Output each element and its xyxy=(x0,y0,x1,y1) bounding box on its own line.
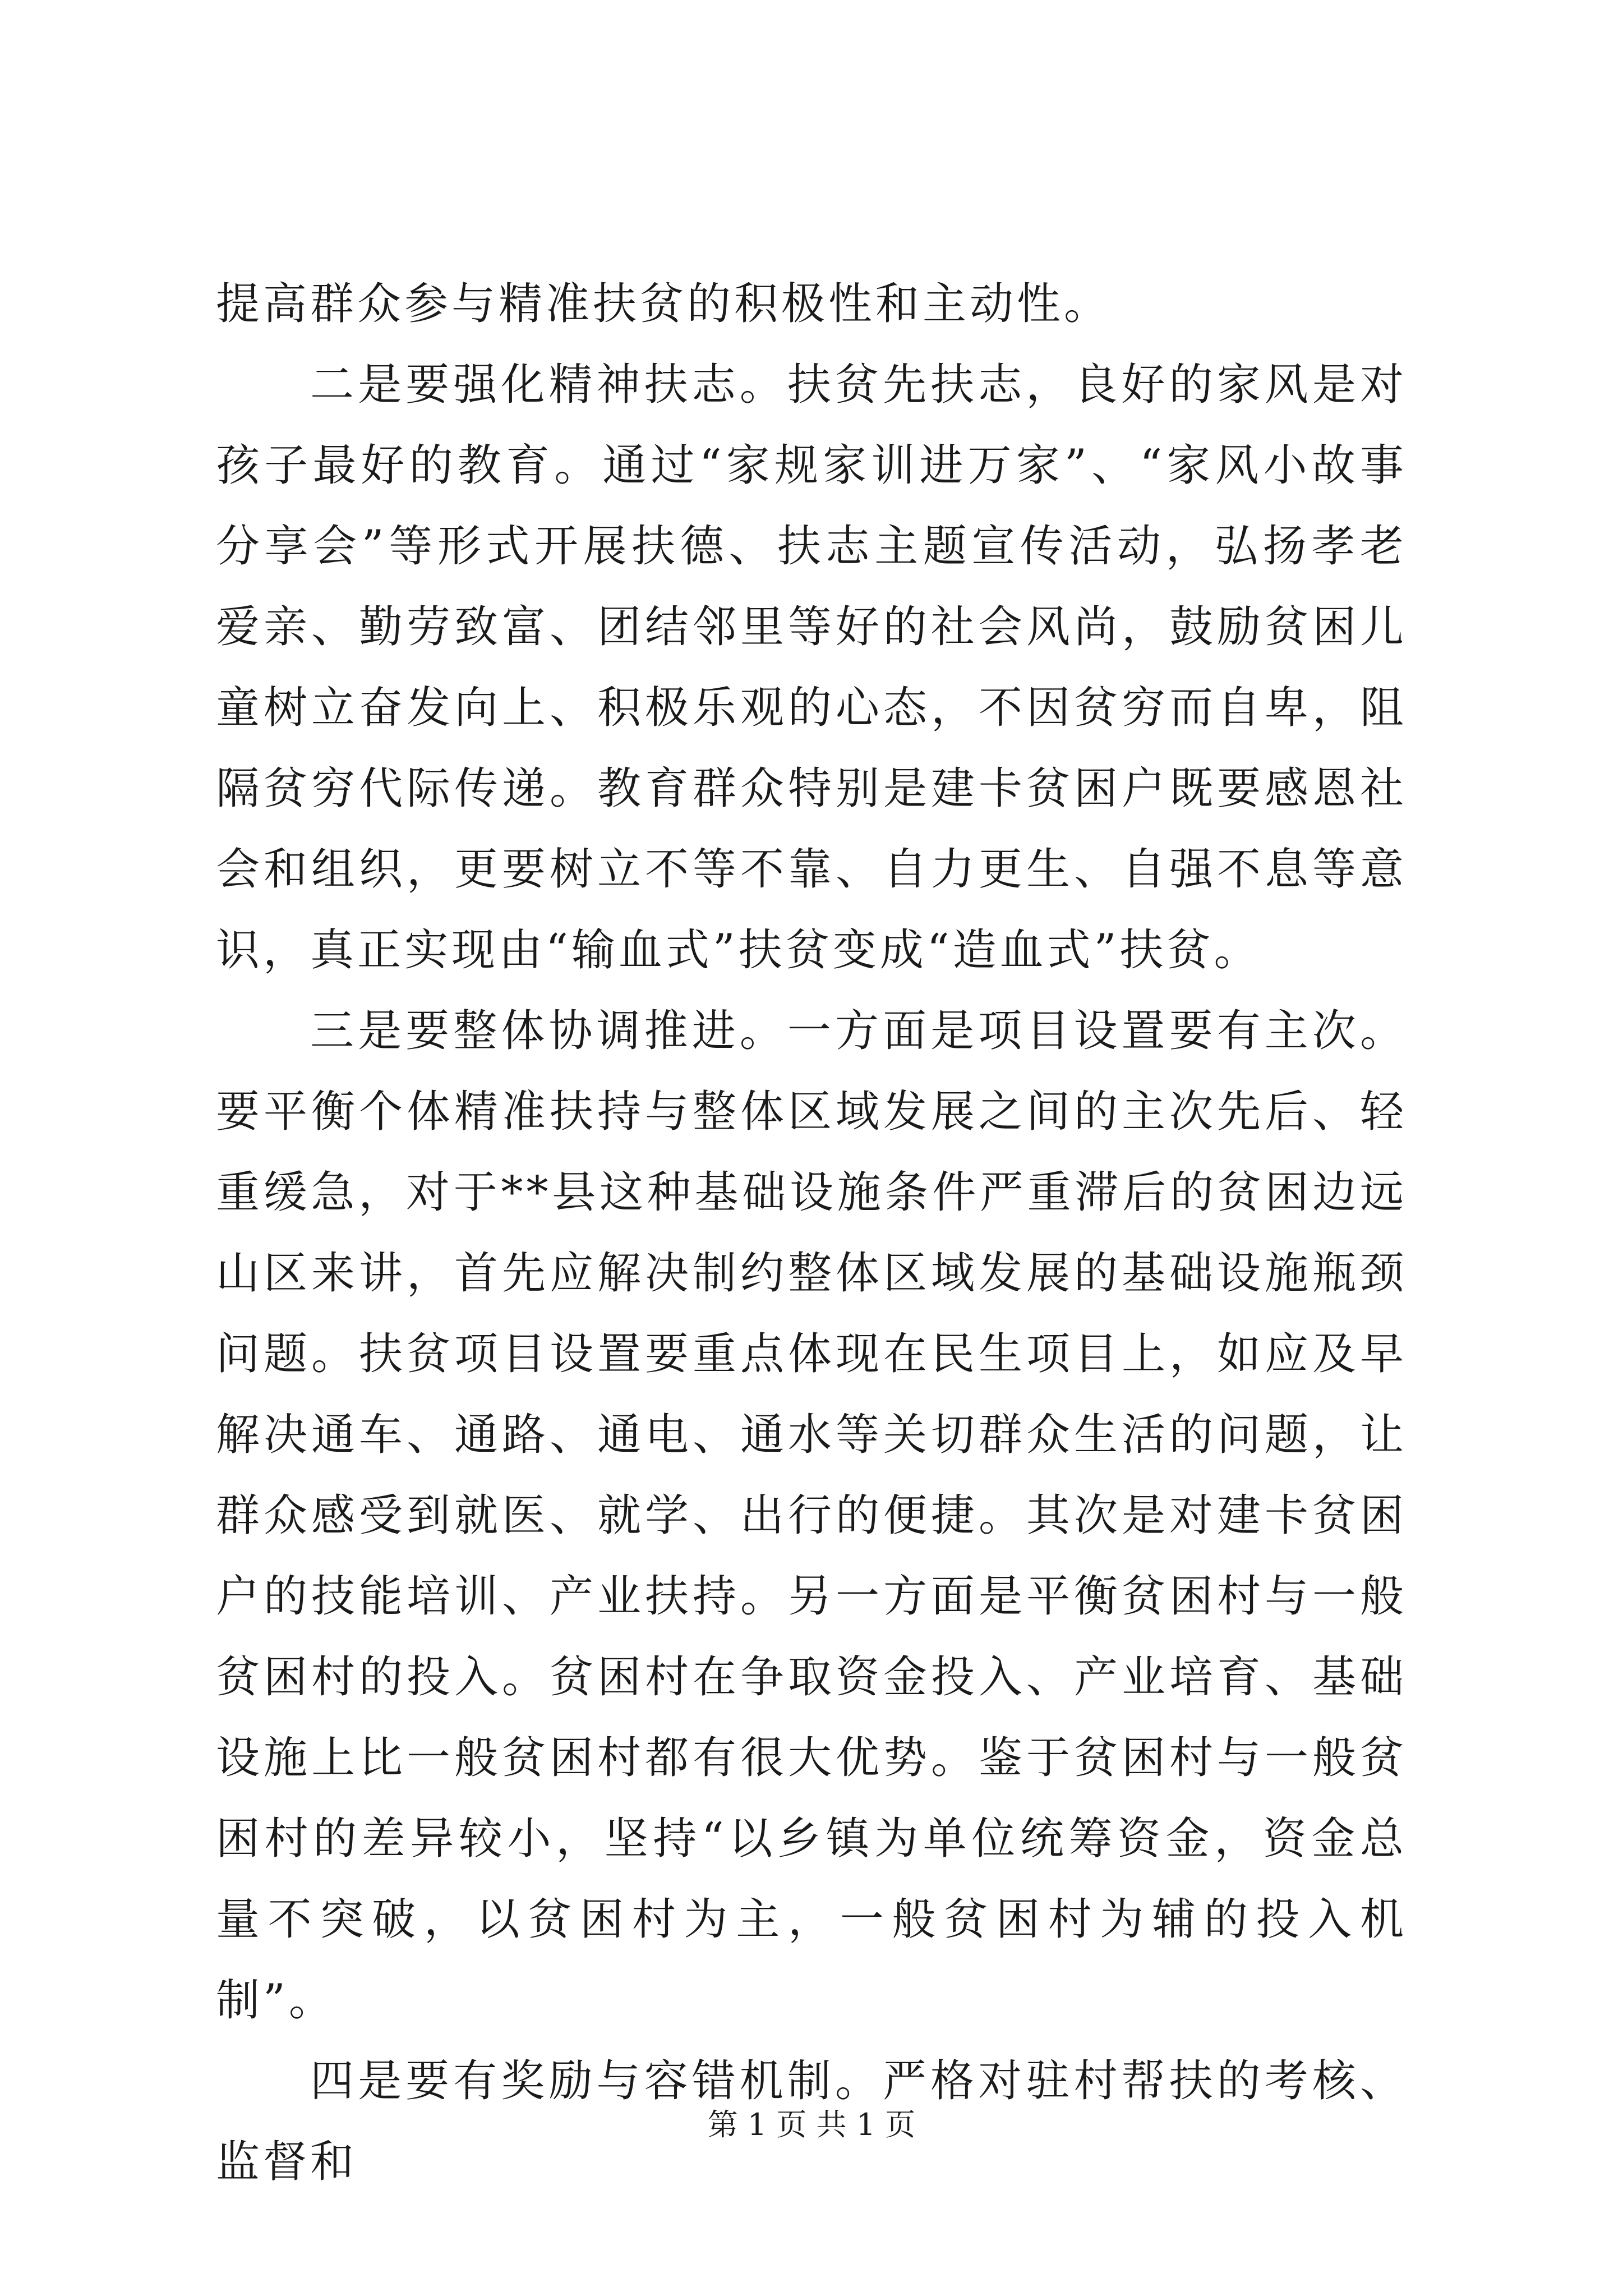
page-footer xyxy=(0,2101,1623,2144)
document-body xyxy=(216,264,1407,2202)
paragraph-4: 四是要有奖励与容错机制。严格对驻村帮扶的考核、监督和 xyxy=(216,2056,1407,2187)
paragraph-2: 二是要强化精神扶志。扶贫先扶志，良好的家风是对孩子最好的教育。通过“家规家训进万家”、“家风小故事分享会”等形式开展扶德、扶志主题宣传活动，弘扬孝老爱亲、勤劳致富、团结邻里等好的社会风尚，鼓励贫困儿童树立奋发向上、积极乐观的心态，不因贫穷而自卑，阻隔贫穷代际传递。教育群众特别是建卡贫困户既要感恩社会和组织，更要树立不等不靠、自力更生、自强不息等意识，真正实现由“输血式”扶贫变成“造血式”扶贫。 xyxy=(216,360,1407,976)
paragraph-3: 三是要整体协调推进。一方面是项目设置要有主次。要平衡个体精准扶持与整体区域发展之间的主次先后、轻重缓急，对于**县这种基础设施条件严重滞后的贫困边远山区来讲，首先应解决制约整体区域发展的基础设施瓶颈问题。扶贫项目设置要重点体现在民生项目上，如应及早解决通车、通路、通电、通水等关切群众生活的问题，让群众感受到就医、就学、出行的便捷。其次是对建卡贫困户的技能培训、产业扶持。另一方面是平衡贫困村与一般贫困村的投入。贫困村在争取资金投入、产业培育、基础设施上比一般贫困村都有很大优势。鉴于贫困村与一般贫困村的差异较小，坚持“以乡镇为单位统筹资金，资金总量不突破，以贫困村为主，一般贫困村为辅的投入机制”。 xyxy=(216,1006,1407,2026)
paragraph-1: 提高群众参与精准扶贫的积极性和主动性。 xyxy=(216,279,1112,329)
page-number-label: 第 1 页 共 1 页 xyxy=(707,2107,916,2142)
